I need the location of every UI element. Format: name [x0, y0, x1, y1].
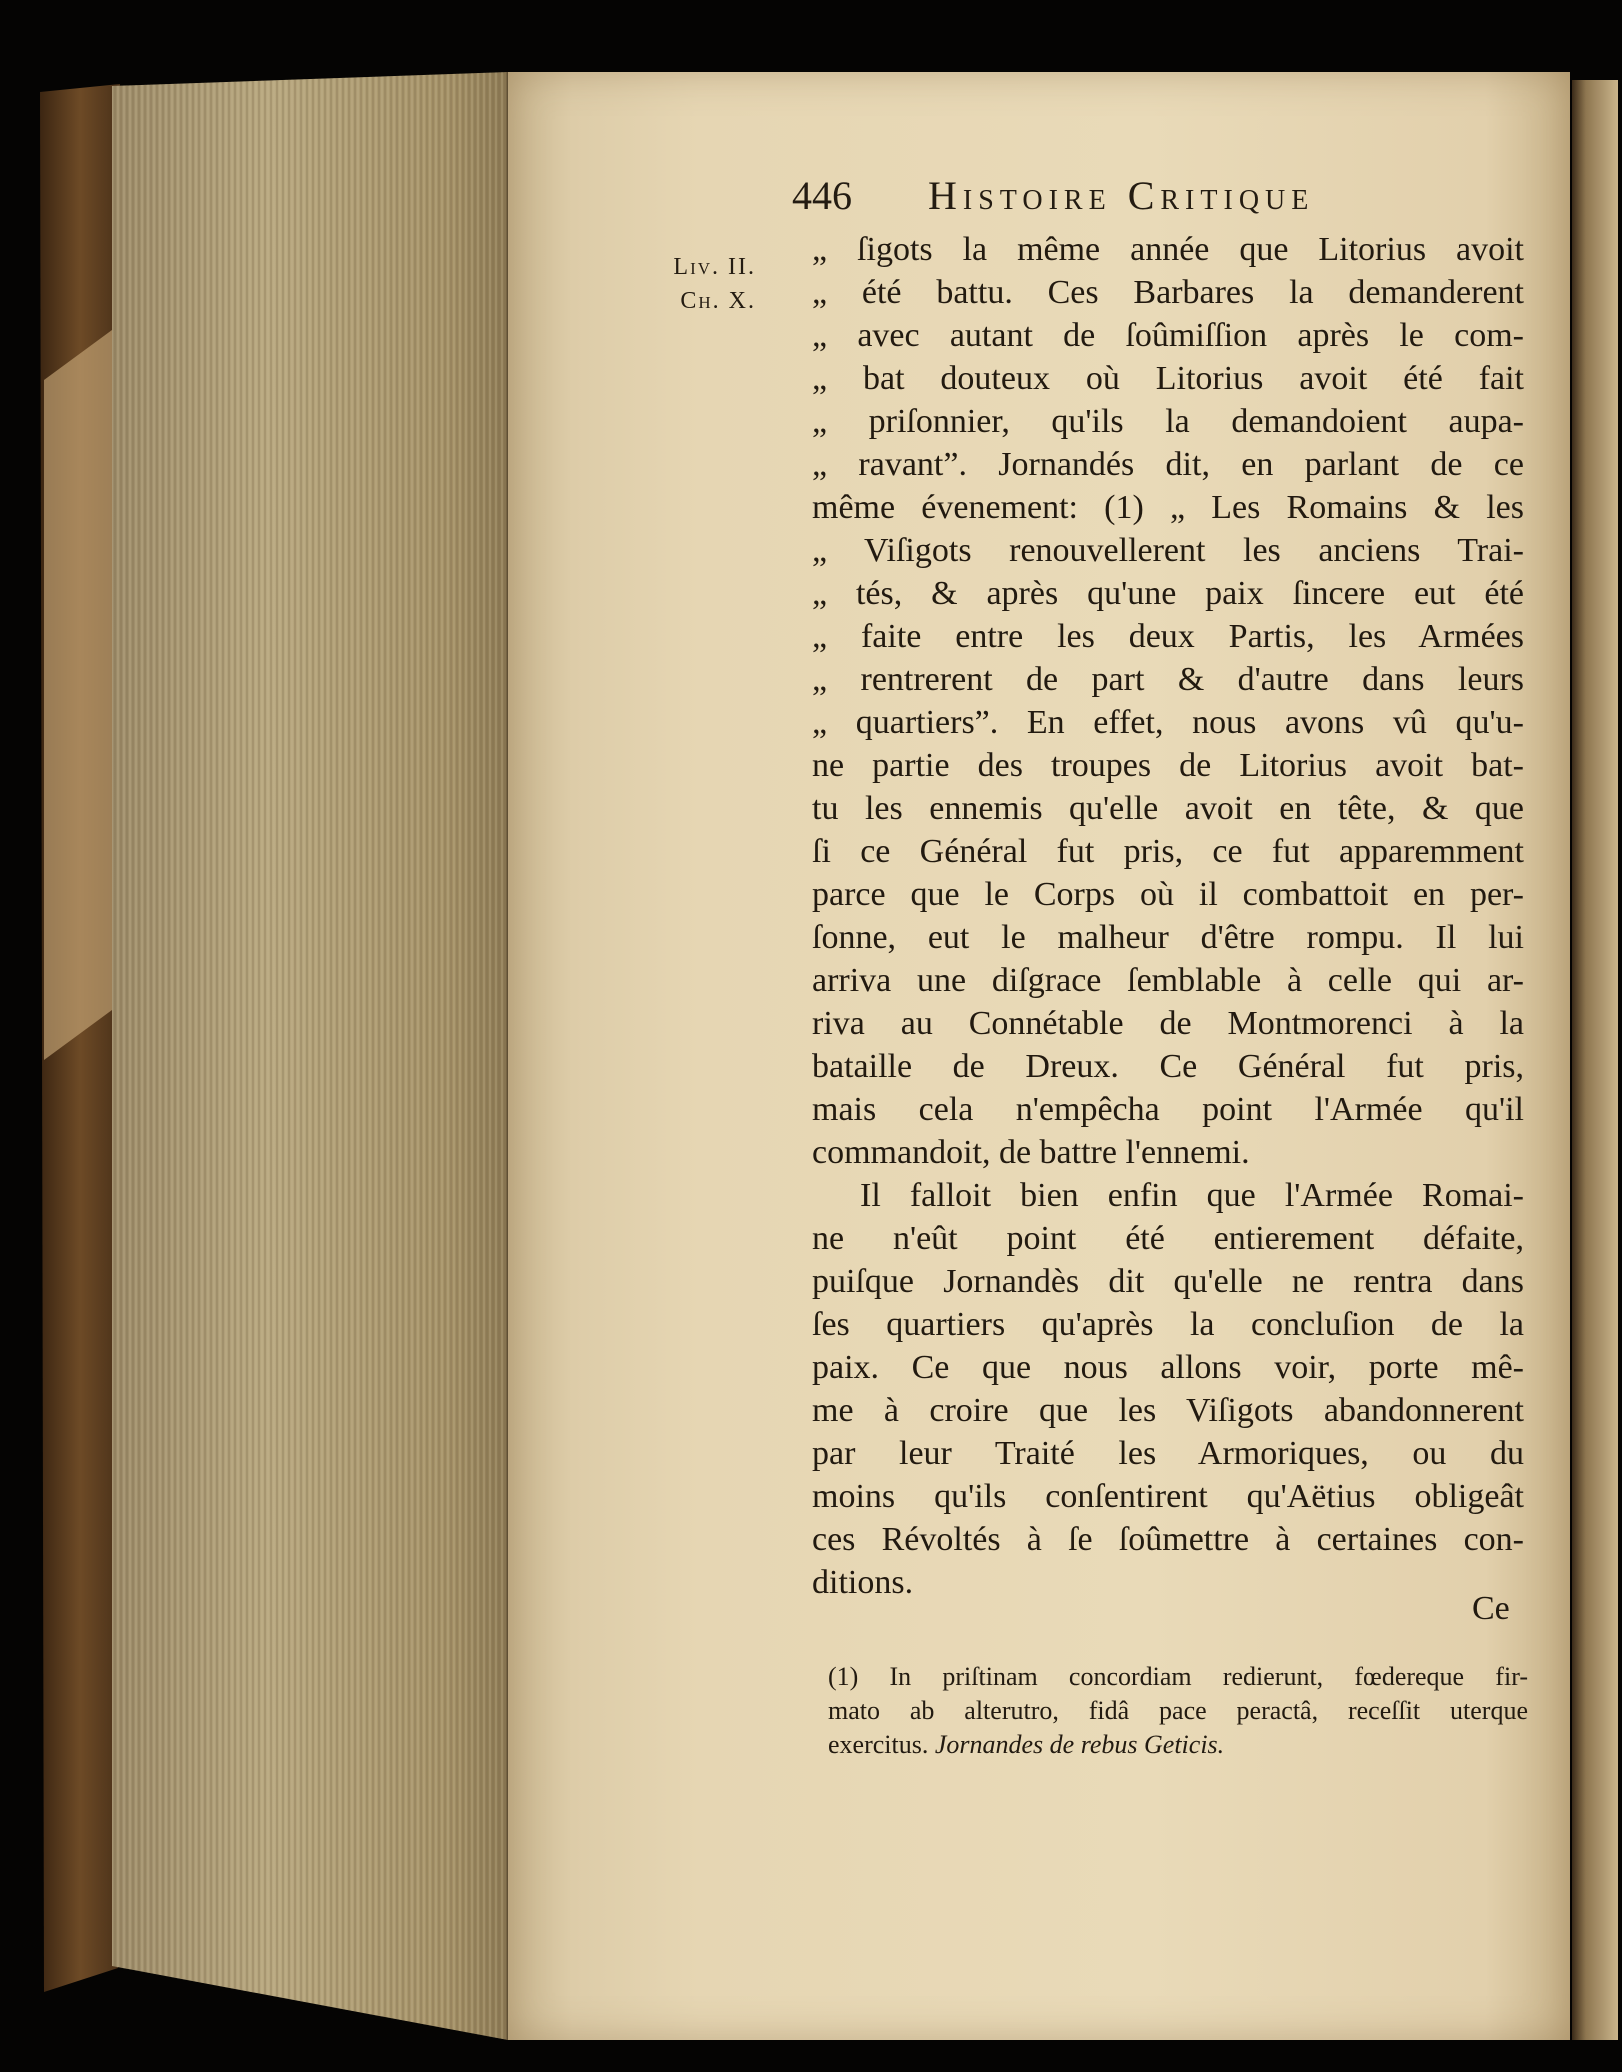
text-line: „ rentrerent de part & d'autre dans leurs: [812, 661, 1524, 698]
footnote-source: Jornandes de rebus Geticis.: [934, 1730, 1225, 1759]
footnote-line: (1) In priſtinam concordiam redierunt, fœdereque fir-: [828, 1662, 1528, 1691]
text-line: me à croire que les Viſigots abandonnerent: [812, 1392, 1524, 1429]
page-block-striations: [112, 72, 508, 2040]
text-line: moins qu'ils conſentirent qu'Aëtius obligeât: [812, 1478, 1524, 1515]
text-line: „ quartiers”. En effet, nous avons vû qu'u-: [812, 704, 1524, 741]
text-line: „ bat douteux où Litorius avoit été fait: [812, 360, 1524, 397]
text-line: ſi ce Général fut pris, ce fut apparemment: [812, 833, 1524, 870]
footnote: [828, 1660, 1528, 1762]
text-line: ne partie des troupes de Litorius avoit bat-: [812, 747, 1524, 784]
text-line: „ faite entre les deux Partis, les Armées: [812, 618, 1524, 655]
facing-page-edge: [1572, 80, 1618, 2040]
text-line: arriva une diſgrace ſemblable à celle qui ar-: [812, 962, 1524, 999]
text-line: ſonne, eut le malheur d'être rompu. Il lui: [812, 919, 1524, 956]
text-line: mais cela n'empêcha point l'Armée qu'il: [812, 1091, 1524, 1128]
text-line: „ avec autant de ſoûmiſſion après le com-: [812, 317, 1524, 354]
text-line: par leur Traité les Armoriques, ou du: [812, 1435, 1524, 1472]
text-line: „ Viſigots renouvellerent les anciens Trai-: [812, 532, 1524, 569]
margin-book: Liv. II.: [673, 254, 756, 280]
text-line: même évenement: (1) „ Les Romains & les: [812, 489, 1524, 526]
text-line: tu les ennemis qu'elle avoit en tête, & que: [812, 790, 1524, 827]
page-header: [792, 172, 1432, 222]
margin-note: [648, 250, 756, 318]
page-number: 446: [792, 173, 852, 218]
text-line: „ priſonnier, qu'ils la demandoient aupa-: [812, 403, 1524, 440]
footnote-line: mato ab alterutro, fidâ pace peractâ, receſſit uterque: [828, 1696, 1528, 1725]
text-line: ditions.: [812, 1564, 914, 1601]
text-line: commandoit, de battre l'ennemi.: [812, 1134, 1250, 1171]
paragraph-start: Il falloit bien enfin que l'Armée Romai-: [860, 1177, 1524, 1214]
body-text: [812, 228, 1524, 1604]
text-line: „ tés, & après qu'une paix ſincere eut été: [812, 575, 1524, 612]
text-line: ne n'eût point été entierement défaite,: [812, 1220, 1524, 1257]
text-line: puiſque Jornandès dit qu'elle ne rentra dans: [812, 1263, 1524, 1300]
running-title: Histoire Critique: [928, 173, 1315, 218]
text-line: bataille de Dreux. Ce Général fut pris,: [812, 1048, 1524, 1085]
text-line: riva au Connétable de Montmorenci à la: [812, 1005, 1524, 1042]
text-line: „ ravant”. Jornandés dit, en parlant de ce: [812, 446, 1524, 483]
text-line: paix. Ce que nous allons voir, porte mê-: [812, 1349, 1524, 1386]
text-line: ces Révoltés à ſe ſoûmettre à certaines con-: [812, 1521, 1524, 1558]
label-patch: [44, 330, 112, 1060]
text-line: parce que le Corps où il combattoit en per-: [812, 876, 1524, 913]
footnote-line: [828, 1728, 1528, 1762]
catchword: Ce: [1472, 1590, 1510, 1627]
text-line: „ ſigots la même année que Litorius avoit: [812, 231, 1524, 268]
margin-chapter: Ch. X.: [680, 288, 756, 314]
text-line: ſes quartiers qu'après la concluſion de la: [812, 1306, 1524, 1343]
text-line: „ été battu. Ces Barbares la demanderent: [812, 274, 1524, 311]
footnote-text: exercitus.: [828, 1730, 929, 1759]
